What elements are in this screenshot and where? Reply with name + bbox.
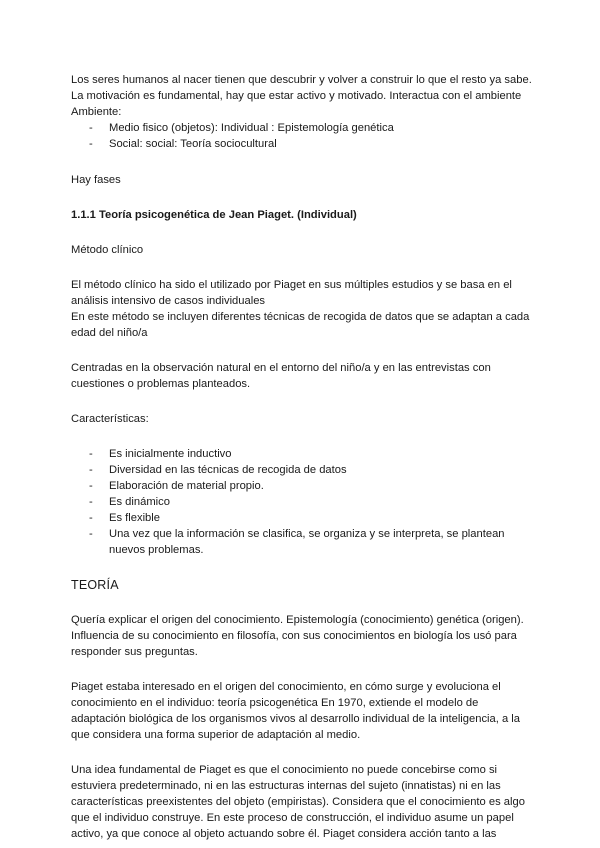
list-item: [71, 494, 533, 510]
teoria-paragraph-3: Una idea fundamental de Piaget es que el conocimiento no puede concebirse como si estuviera predeterminado, ni en las estructuras internas del sujeto (innatistas) ni en las características preexistentes del objeto (empiristas). Considera que el conocimiento es algo que el individuo construye. En este proceso de construcción, el individuo asume un papel activo, ya que conoce al objeto actuando sobre él. Piaget considera acción tanto a las: [71, 764, 525, 840]
list-item: [71, 526, 533, 558]
list-item-text: Diversidad en las técnicas de recogida de datos: [109, 464, 347, 476]
metodo-paragraph-2: En este método se incluyen diferentes técnicas de recogida de datos que se adaptan a cada edad del niño/a: [71, 311, 530, 339]
list-item-text: Social: social: Teoría sociocultural: [109, 138, 277, 150]
bullet-dash: -: [89, 138, 93, 150]
bullet-dash: -: [89, 464, 93, 476]
list-item-text: Es dinámico: [109, 496, 170, 508]
list-item-text: Una vez que la información se clasifica, se organiza y se interpreta, se plantean nuevos problemas.: [109, 528, 505, 556]
list-item: [71, 136, 533, 152]
intro-paragraph: Los seres humanos al nacer tienen que descubrir y volver a construir lo que el resto ya sabe. La motivación es fundamental, hay que estar activo y motivado. Interactua con el ambiente: [71, 74, 532, 102]
bullet-dash: -: [89, 512, 93, 524]
metodo-paragraph-3: Centradas en la observación natural en el entorno del niño/a y en las entrevistas con cuestiones o problemas planteados.: [71, 362, 491, 390]
bullet-dash: -: [89, 122, 93, 134]
list-item-text: Elaboración de material propio.: [109, 480, 264, 492]
section-heading: 1.1.1 Teoría psicogenética de Jean Piaget. (Individual): [71, 209, 357, 221]
teoria-paragraph-1: Quería explicar el origen del conocimiento. Epistemología (conocimiento) genética (origen). Influencia de su conocimiento en filosofía, con sus conocimientos en biología los usó para responder sus preguntas.: [71, 614, 524, 658]
hay-fases-text: Hay fases: [71, 174, 121, 186]
list-item-text: Es inicialmente inductivo: [109, 448, 232, 460]
bullet-dash: -: [89, 528, 93, 540]
bullet-dash: -: [89, 480, 93, 492]
ambiente-label: Ambiente:: [71, 106, 122, 118]
list-item-text: Es flexible: [109, 512, 160, 524]
bullet-dash: -: [89, 496, 93, 508]
ambiente-list: [71, 120, 533, 152]
list-item: [71, 120, 533, 136]
list-item-text: Medio fisico (objetos): Individual : Epistemología genética: [109, 122, 394, 134]
caracteristicas-list: [71, 446, 533, 558]
list-item: [71, 478, 533, 494]
bullet-dash: -: [89, 448, 93, 460]
list-item: [71, 462, 533, 478]
metodo-paragraph-1: El método clínico ha sido el utilizado por Piaget en sus múltiples estudios y se basa en el análisis intensivo de casos individuales: [71, 279, 512, 307]
caracteristicas-label: Características:: [71, 413, 149, 425]
metodo-title: Método clínico: [71, 244, 144, 256]
list-item: [71, 446, 533, 462]
document-page: [71, 72, 533, 842]
teoria-paragraph-2: Piaget estaba interesado en el origen del conocimiento, en cómo surge y evoluciona el conocimiento en el individuo: teoría psicogenética En 1970, extiende el modelo de adaptación biológica de los organismos vivos al desarrollo individual de la inteligencia, a la que considera una forma superior de adaptación al medio.: [71, 681, 521, 741]
teoria-title: TEORÍA: [71, 578, 119, 592]
list-item: [71, 510, 533, 526]
